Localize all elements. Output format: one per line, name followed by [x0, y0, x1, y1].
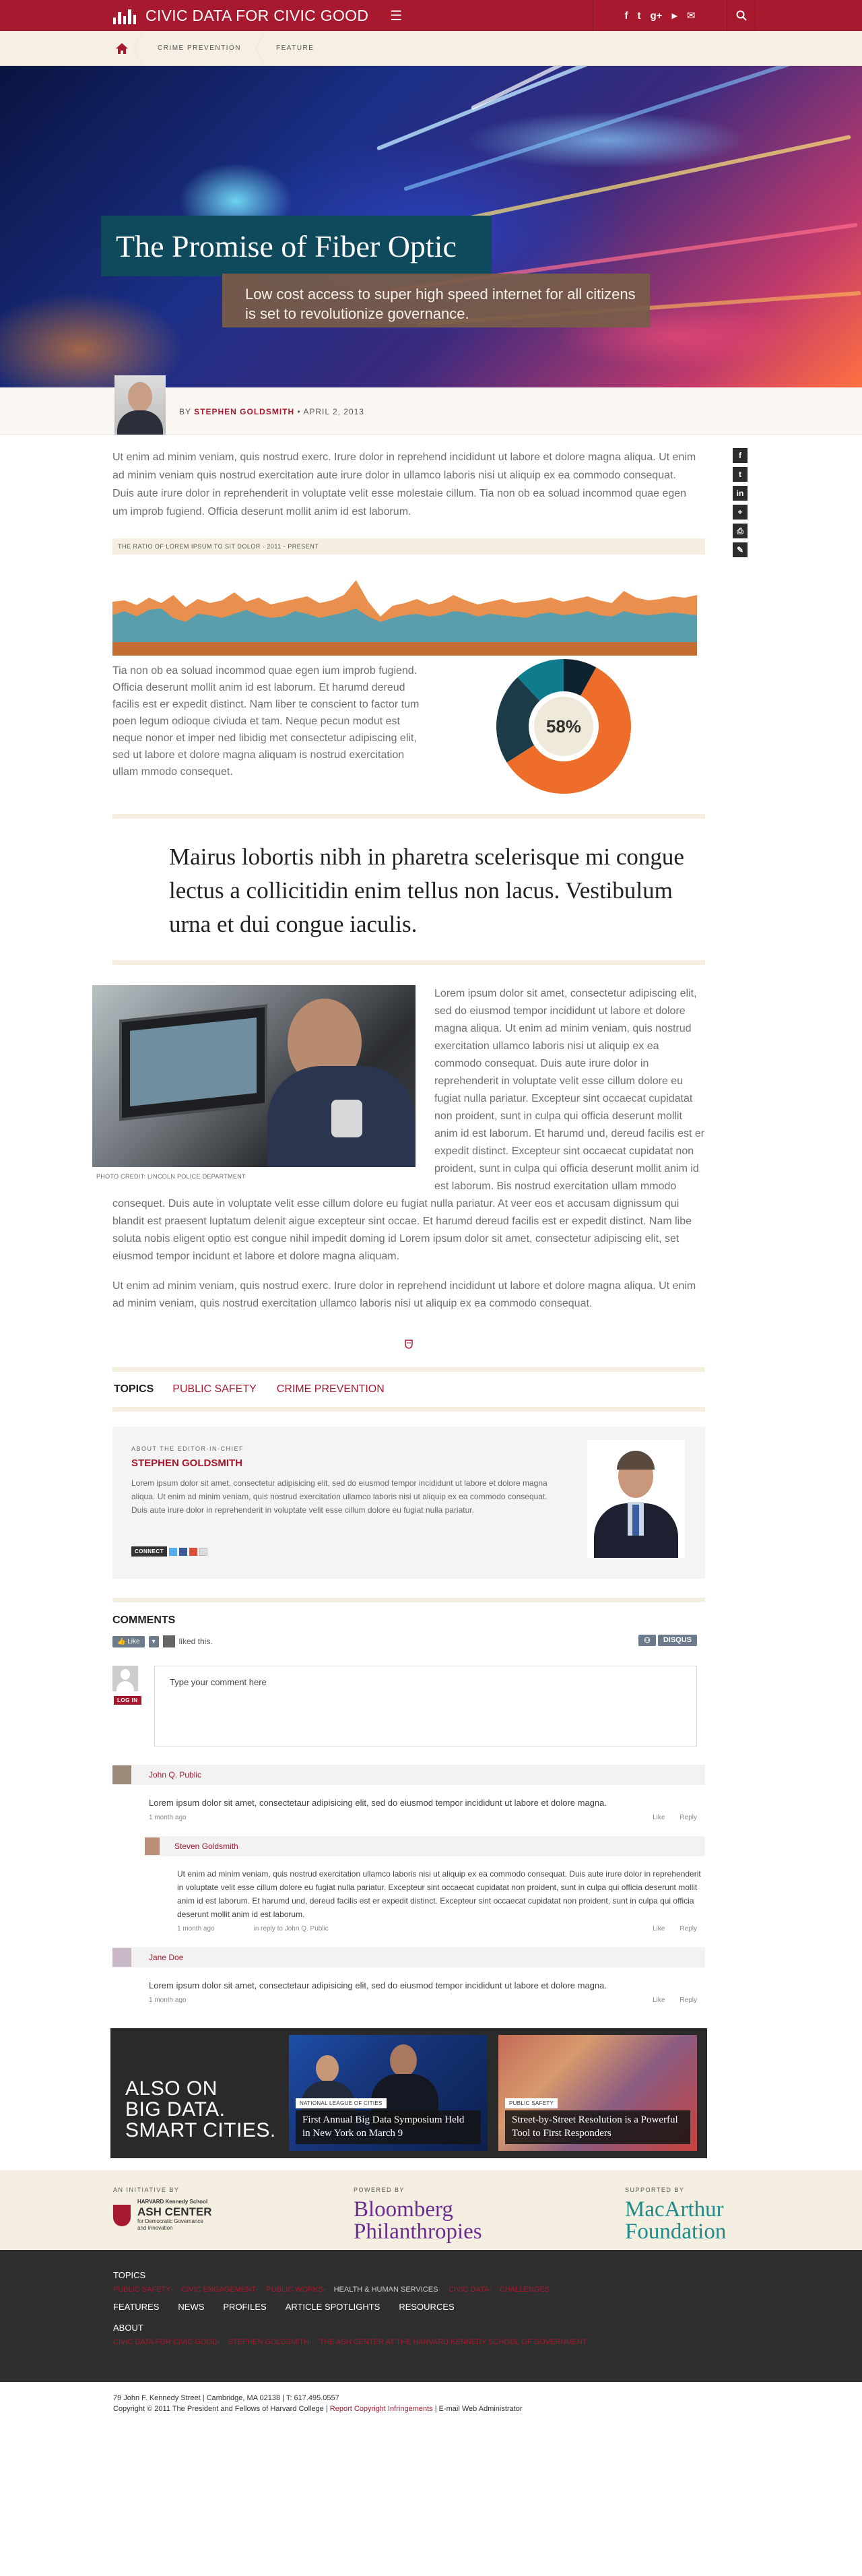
brand-title[interactable]: CIVIC DATA FOR CIVIC GOOD [145, 6, 369, 24]
footer-topics: PUBLIC SAFETY · CIVIC ENGAGEMENT · PUBLIC WORKS · HEALTH & HUMAN SERVICES · CIVIC DATA · CHALLENGES [113, 2286, 550, 2294]
promo-lead-line: SMART CITIES. [125, 2119, 276, 2141]
ash-line: and Innovation [137, 2225, 173, 2231]
twitter-icon[interactable] [169, 1548, 177, 1556]
facebook-share-icon[interactable]: f [733, 448, 748, 463]
body-paragraph: Lorem ipsum dolor sit amet, consectetur adipiscing elit, sed do eiusmod tempor incididunt ut labore et dolore magna aliqua. Ut enim ad minim veniam, quis nostrud exercitation ullamco laboris nisi ut aliquip ex ea commodo consequat. Duis aute irure dolor in reprehenderit in voluptate velit esse cillum dolore eu fugiat nulla pariatur. Excepteur sint occaecat cupidatat non proident, sunt in culpa qui officia deserunt mollit anim id est laborum. Et harumd und, dereud facilis est er expedit distinct. Excepteur sint occaecat cupidatat non proident, sunt in culpa qui officia deserunt mollit anim id est laborum. Bis nostrud exercitation ullam mmodo consequet. Duis aute in voluptate velit esse cillum dolore eu fugiat nulla pariatur. At veer eos et accusam dignissum qui blandit est praesent luptatum delenit aigue excepteur sint occae. Et harumd dereud facilis est er expedit distinct. Nam libe soluta nobis eligent optio est congue nihil impedit doming id Lorem ipsum dolor sit amet, consectetur adipiscing elit, set eiusmod tempor incidunt et labore et dolore magna aliquam. [112, 988, 705, 1262]
promo-kicker: PUBLIC SAFETY [505, 2098, 558, 2108]
sup-label: POWERED BY [354, 2187, 405, 2193]
comment-compose [112, 1666, 705, 1750]
comment-header [112, 1765, 705, 1785]
home-icon[interactable] [110, 31, 133, 66]
comment-like[interactable]: Like [653, 1925, 665, 1933]
shield-icon [112, 1340, 705, 1351]
photo-section [96, 985, 705, 1313]
comment-author[interactable]: Steven Goldsmith [174, 1842, 238, 1851]
hamburger-icon[interactable]: ☰ [390, 8, 403, 24]
top-nav [0, 0, 862, 31]
like-label: Like [127, 1637, 140, 1645]
like-button[interactable]: 👍 Like [112, 1636, 145, 1647]
comment-input[interactable]: Type your comment here [154, 1666, 697, 1747]
editor-name[interactable]: STEPHEN GOLDSMITH [131, 1457, 243, 1469]
email-icon[interactable]: ✉ [686, 10, 696, 22]
editor-bio: Lorem ipsum dolor sit amet, consectetur adipisicing elit, sed do eiusmod tempor incididunt ut labore et dolore magna aliqua. Ut enim ad minim veniam, quis nostrud exercitation ullamco laboris nisi ut aliquip ex ea commodo consequat. Duis aute irure dolor in reprehenderit in voluptate velit esse cillum dolore eu fugiat nulla pariatur. [131, 1478, 548, 1515]
social-links [593, 0, 727, 31]
footer-topic-link[interactable]: CIVIC ENGAGEMENT [181, 2286, 256, 2294]
chart-title: THE RATIO OF LOREM IPSUM TO SIT DOLOR · 2011 - PRESENT [112, 538, 705, 555]
initiative-by [113, 2187, 212, 2232]
supporters [0, 2170, 862, 2250]
stat-paragraph: Tia non ob ea soluad incommod quae egen ium improb fugiend. Officia deserunt mollit anim id est laborum. Et harumd dereud facilis est er expedit distinct. Nam liber te conscient to factor tum poen legum odioque civiuda et tam. Neque pecun modut est neque nonor et imper ned libidig met consectetur adipiscing elit, sed ut labore et dolore magna aliquam is nostrud exercitation ullam mmodo consequet. [112, 665, 420, 778]
intro-paragraph: Ut enim ad minim veniam, quis nostrud exerc. Irure dolor in reprehend incididunt ut labore et dolore magna aliqua. Ut enim ad minim veniam quis nostrud exercitation aute irure dolor in ullamco laboris nisi ut aliquip ex ea commodo consequat. Duis aute irure dolor in reprehenderit in voluptate velit esse molestaie cillum. Tia non ob ea soluad incommod quae egen um improb fugiend. Officia deserunt mollit anim id est laborum. [112, 451, 696, 517]
harvard-shield-icon [113, 2205, 131, 2226]
comment-body: Lorem ipsum dolor sit amet, consectetaur adipisicing elit, sed do eiusmod tempor incididunt ut labore et dolore magna. [149, 1798, 607, 1808]
pull-quote: Mairus lobortis nibh in pharetra scelerisque mi congue lectus a collicitidin enim tellus non lacus. Vestibulum urna et dui congue iaculis. [169, 844, 684, 937]
copyright-line: Copyright © 2011 The President and Fellows of Harvard College | Report Copyright Infringements | E-mail Web Administrator [113, 2405, 523, 2413]
comment-like[interactable]: Like [653, 1814, 665, 1821]
twitter-icon[interactable]: t [637, 9, 641, 22]
promo-card[interactable] [498, 2035, 697, 2151]
breadcrumb-item[interactable]: FEATURE [256, 31, 329, 66]
address: 79 John F. Kennedy Street | Cambridge, MA 02138 | T: 617.495.0557 [113, 2394, 339, 2402]
comment-body: Ut enim ad minim veniam, quis nostrud exercitation ullamco laboris nisi ut aliquip ex ea commodo consequat. Duis aute irure dolor in reprehenderit in voluptate velit esse cillum dolore eu fugiat nulla pariatur. Excepteur sint occaecat cupidatat non proident, sunt in culpa qui officia deserunt mollit anim id est laborum. Et harumd und, dereud facilis est er expedit distinct. Excepteur sint occaecat cupidatat non proident, sunt in culpa qui officia deserunt mollit anim id est laborum. [177, 1869, 701, 1919]
donut-center-label: 58% [545, 716, 582, 736]
page-title: The Promise of Fiber Optic [116, 228, 457, 263]
byline-prefix: BY [179, 407, 191, 416]
ash-center-text [137, 2199, 212, 2232]
comment-meta [177, 1925, 705, 1933]
comment-time: 1 month ago [177, 1925, 215, 1933]
copyright: Copyright © 2011 The President and Fellows of Harvard College [113, 2405, 324, 2413]
hero-image [0, 66, 862, 387]
promo-card[interactable] [289, 2035, 488, 2151]
plus-share-icon[interactable]: + [733, 505, 748, 520]
footer-nav-link[interactable]: RESOURCES [399, 2302, 455, 2312]
facebook-icon[interactable] [179, 1548, 187, 1556]
footer-nav-link[interactable]: NEWS [178, 2302, 205, 2312]
comment [112, 1947, 705, 2004]
googleplus-icon[interactable]: g+ [650, 9, 663, 22]
promo-lead-line: BIG DATA. [125, 2098, 226, 2121]
email-icon[interactable] [199, 1548, 207, 1556]
brand[interactable] [113, 0, 402, 31]
divider [112, 960, 705, 965]
author-link[interactable]: STEPHEN GOLDSMITH [194, 407, 295, 416]
footer-topic-link[interactable]: HEALTH & HUMAN SERVICES [333, 2286, 438, 2294]
promo-lead-line: ALSO ON [125, 2077, 218, 2100]
article [96, 435, 744, 2158]
linkedin-share-icon[interactable]: in [733, 486, 748, 501]
supported-by [625, 2187, 760, 2243]
comment-reply[interactable]: Reply [679, 1997, 697, 2004]
comment-header [112, 1947, 705, 1968]
comment-author[interactable]: John Q. Public [149, 1770, 202, 1780]
police-laptop-photo [92, 985, 416, 1167]
search-icon [736, 10, 747, 21]
brand-logo-icon [113, 7, 136, 24]
comment-like[interactable]: Like [653, 1997, 665, 2004]
comment-reply[interactable]: Reply [679, 1925, 697, 1933]
footer-topics-label: TOPICS [113, 2270, 146, 2280]
webadmin-link[interactable]: E-mail Web Administrator [438, 2405, 523, 2413]
footer-topic-link[interactable]: PUBLIC SAFETY [113, 2286, 171, 2294]
footer-topic-link[interactable]: CHALLENGES [499, 2286, 550, 2294]
area-chart-base [112, 642, 697, 656]
disqus-label[interactable]: DISQUS [658, 1635, 697, 1646]
legal-bar [0, 2382, 862, 2423]
comment-reply-item [145, 1836, 705, 1933]
sup-label: AN INITIATIVE BY [113, 2187, 180, 2193]
area-chart [112, 575, 697, 656]
closing-paragraph: Ut enim ad minim veniam, quis nostrud exerc. Irure dolor in reprehend incididunt ut labore et dolore magna aliqua. Ut enim ad minim veniam, quis nostrud exercitation ullamco laboris nisi ut aliquip ex ea commodo consequat. [112, 1280, 696, 1309]
avatar [112, 1948, 131, 1967]
topic-link[interactable]: PUBLIC SAFETY [172, 1383, 257, 1395]
sup-label: SUPPORTED BY [625, 2187, 685, 2193]
footer-about-link[interactable]: CIVIC DATA FOR CIVIC GOOD [113, 2338, 218, 2346]
promo-title: Street-by-Street Resolution is a Powerful Tool to First Responders [505, 2110, 690, 2144]
topics-label: TOPICS [114, 1383, 154, 1395]
related-promo [110, 2028, 707, 2158]
author-avatar [114, 375, 166, 435]
footer-topic-link[interactable]: PUBLIC WORKS [266, 2286, 323, 2294]
comment-meta [149, 1814, 705, 1821]
promo-title: First Annual Big Data Symposium Held in New York on March 9 [296, 2110, 481, 2144]
chevron-down-icon[interactable]: ▾ [149, 1636, 159, 1647]
liker-avatar [163, 1635, 175, 1647]
comments-title: COMMENTS [112, 1614, 176, 1626]
macarthur-logo[interactable]: MacArthur Foundation [625, 2197, 727, 2244]
comment-body: Lorem ipsum dolor sit amet, consectetaur adipisicing elit, sed do eiusmod tempor incididunt ut labore et dolore magna. [149, 1980, 607, 1990]
footer [0, 2250, 862, 2382]
bloomberg-logo[interactable]: Bloomberg Philanthropies [354, 2197, 482, 2244]
promo-kicker: NATIONAL LEAGUE OF CITIES [296, 2098, 387, 2108]
powered-by [354, 2187, 529, 2243]
ash-line: for Democratic Governance [137, 2218, 203, 2224]
search-button[interactable] [727, 0, 756, 31]
footer-about-link[interactable]: STEPHEN GOLDSMITH [228, 2338, 309, 2346]
comment-reply-to: in reply to John Q. Public [253, 1925, 329, 1933]
publish-date: APRIL 2, 2013 [303, 407, 364, 416]
topic-link[interactable]: CRIME PREVENTION [276, 1383, 385, 1395]
youtube-icon[interactable]: ▶ [671, 11, 677, 20]
comment-icon[interactable]: ✎ [733, 542, 748, 557]
comments-toolbar [112, 1633, 705, 1650]
hero-subtitle: Low cost access to super high speed internet for all citizens is set to revolutionize governance. [222, 274, 650, 327]
breadcrumb-item[interactable]: CRIME PREVENTION [133, 31, 256, 66]
comment-author[interactable]: Jane Doe [149, 1953, 184, 1962]
breadcrumb [0, 31, 862, 66]
infringement-link[interactable]: Report Copyright Infringements [329, 2405, 433, 2413]
article-photo [92, 985, 416, 1188]
facebook-icon[interactable]: f [624, 9, 628, 22]
guest-avatar [112, 1666, 138, 1691]
disqus-menu[interactable] [638, 1635, 697, 1646]
stat-row [112, 656, 705, 814]
ash-center-logo[interactable] [113, 2199, 212, 2232]
avatar [112, 1765, 131, 1784]
hero-title-box [101, 216, 492, 276]
ash-line: ASH CENTER [137, 2205, 212, 2218]
avatar [145, 1837, 160, 1855]
footer-topic-link[interactable]: CIVIC DATA [449, 2286, 490, 2294]
liked-text: liked this. [178, 1637, 213, 1646]
topics-bar [112, 1367, 705, 1412]
editor-photo [587, 1440, 685, 1558]
footer-nav [113, 2302, 862, 2312]
comments-section [112, 1598, 705, 2004]
promo-lead [125, 2078, 276, 2141]
login-button[interactable]: LOG IN [114, 1696, 141, 1705]
comment [112, 1765, 705, 1821]
photo-credit: PHOTO CREDIT: LINCOLN POLICE DEPARTMENT [96, 1173, 246, 1180]
ash-line: HARVARD Kennedy School [137, 2199, 208, 2205]
editor-box [112, 1426, 705, 1579]
connect-links [131, 1546, 207, 1557]
share-bar [733, 448, 748, 557]
footer-about-label: ABOUT [113, 2323, 143, 2333]
comment-time: 1 month ago [149, 1814, 187, 1821]
divider [112, 814, 705, 819]
print-icon[interactable]: ⎙ [733, 524, 748, 538]
user-icon[interactable]: ⚇ [638, 1635, 656, 1646]
twitter-share-icon[interactable]: t [733, 467, 748, 482]
footer-about-link[interactable]: THE ASH CENTER AT THE HARVARD KENNEDY SCHOOL OF GOVERNMENT [319, 2338, 587, 2346]
byline [0, 387, 862, 435]
googleplus-icon[interactable] [189, 1548, 197, 1556]
comment-header [145, 1836, 705, 1856]
connect-label: CONNECT [131, 1546, 167, 1557]
comment-meta [149, 1997, 705, 2004]
footer-about: CIVIC DATA FOR CIVIC GOOD · STEPHEN GOLDSMITH · THE ASH CENTER AT THE HARVARD KENNEDY SCHOOL OF GOVERNMENT [113, 2338, 587, 2346]
byline-text [179, 407, 364, 416]
footer-nav-link[interactable]: ARTICLE SPOTLIGHTS [285, 2302, 380, 2312]
byline-separator: • [297, 407, 301, 416]
footer-nav-link[interactable]: FEATURES [113, 2302, 160, 2312]
footer-nav-link[interactable]: PROFILES [223, 2302, 267, 2312]
comment-time: 1 month ago [149, 1997, 187, 2004]
comment-reply[interactable]: Reply [679, 1814, 697, 1821]
donut-chart [493, 656, 634, 797]
editor-kicker: ABOUT THE EDITOR-IN-CHIEF [131, 1445, 244, 1452]
